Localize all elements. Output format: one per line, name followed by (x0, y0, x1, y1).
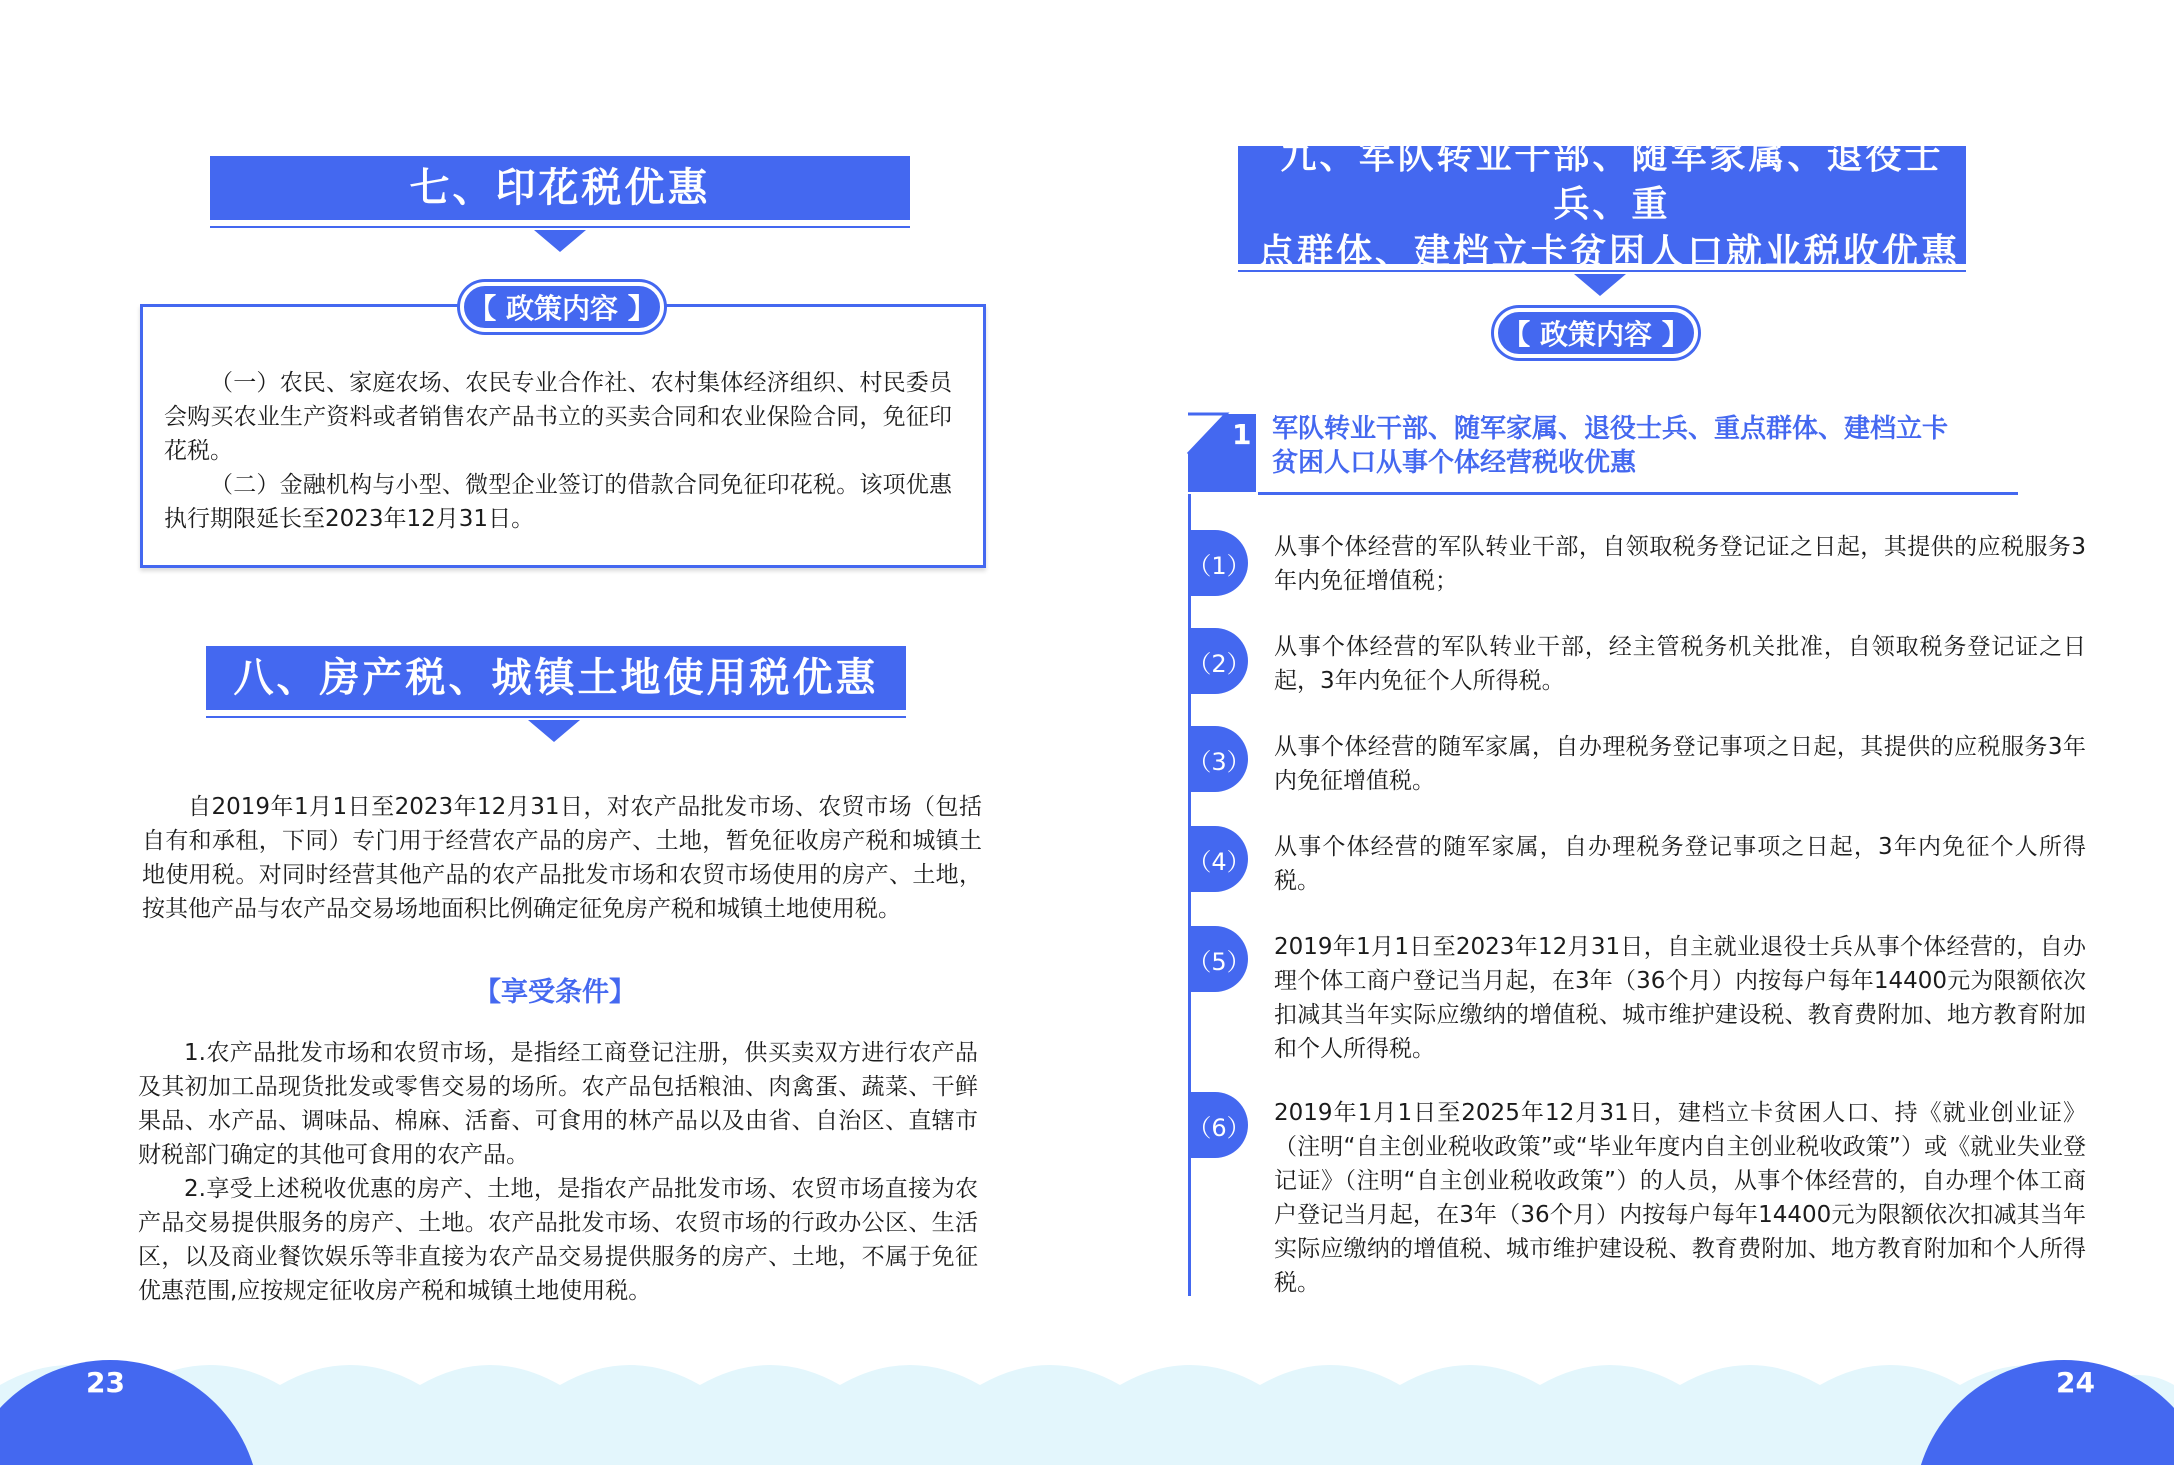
subsection1-title (1272, 412, 1948, 480)
section7-paragraph-1: （一）农民、家庭农场、农民专业合作社、农村集体经济组织、村民委员会购买农业生产资料或者销售农产品书立的买卖合同和农业保险合同，免征印花税。 (164, 370, 952, 464)
section8-condition-2: 2.享受上述税收优惠的房产、土地，是指农产品批发市场、农贸市场直接为农产品交易提供服务的房产、土地。农产品批发市场、农贸市场的行政办公区、生活区，以及商业餐饮娱乐等非直接为农产品交易提供服务的房产、土地，不属于免征优惠范围,应按规定征收房产税和城镇土地使用税。 (138, 1176, 978, 1304)
footer-wave (0, 1345, 2174, 1465)
subsection1-number: 1 (1232, 418, 1252, 451)
section8-condition-1: 1.农产品批发市场和农贸市场，是指经工商登记注册，供买卖双方进行农产品及其初加工品现货批发或零售交易的场所。农产品包括粮油、肉禽蛋、蔬菜、干鲜果品、水产品、调味品、棉麻、活畜、可食用的林产品以及由省、自治区、直辖市财税部门确定的其他可食用的农产品。 (138, 1040, 978, 1168)
item-badge-5: （5） (1190, 926, 1248, 992)
section7-paragraph-2: （二）金融机构与小型、微型企业签订的借款合同免征印花税。该项优惠执行期限延长至2023年12月31日。 (164, 472, 952, 532)
section8-conditions-heading: 【享受条件】 (474, 977, 636, 1008)
section7-banner-arrow (534, 230, 586, 252)
item-badge-4: （4） (1190, 826, 1248, 892)
section8-banner-arrow (528, 720, 580, 742)
section9-title-line1: 九、军队转业干部、随军家属、退役士兵、重 (1280, 136, 1944, 225)
section7-title: 七、印花税优惠 (409, 165, 711, 211)
section8-title: 八、房产税、城镇土地使用税优惠 (233, 655, 879, 701)
item-badge-1: （1） (1190, 530, 1248, 596)
item-text-3: 从事个体经营的随军家属，自办理税务登记事项之日起，其提供的应税服务3年内免征增值税。 (1274, 734, 2086, 794)
timeline-line (1188, 494, 1191, 1296)
item-badge-2: （2） (1190, 628, 1248, 694)
item-text-1: 从事个体经营的军队转业干部，自领取税务登记证之日起，其提供的应税服务3年内免征增值税； (1274, 534, 2086, 594)
section9-title-line2: 点群体、建档立卡贫困人口就业税收优惠 (1258, 232, 1961, 273)
item-badge-3: （3） (1190, 726, 1248, 792)
subsection1-title-line1: 军队转业干部、随军家属、退役士兵、重点群体、建档立卡 (1272, 414, 1949, 444)
item-text-2: 从事个体经营的军队转业干部，经主管税务机关批准，自领取税务登记证之日起，3年内免征个人所得税。 (1274, 634, 2086, 694)
section9-policy-pill-label: 【 政策内容 】 (1502, 318, 1690, 351)
right-page-number: 24 (2056, 1366, 2095, 1399)
left-page-corner-circle (0, 1340, 260, 1465)
section7-policy-pill (460, 282, 664, 332)
left-page-number: 23 (86, 1366, 125, 1399)
section7-policy-pill-label: 【 政策内容 】 (468, 292, 656, 325)
item-text-6: 2019年1月1日至2025年12月31日，建档立卡贫困人口、持《就业创业证》（注明“自主创业税收政策”或“毕业年度内自主创业税收政策”）或《就业失业登记证》（注明“自主创业税收政策”）的人员，从事个体经营的，自办理个体工商户登记当月起，在3年（36个月）内按每户每年14400元为限额依次扣减其当年实际应缴纳的增值税、城市维护建设税、教育费附加、地方教育附加和个人所得税。 (1274, 1100, 2086, 1296)
section9-banner-arrow (1574, 274, 1626, 296)
section7-title-banner (210, 156, 910, 220)
right-page-corner-circle (1914, 1340, 2174, 1465)
section8-paragraph: 自2019年1月1日至2023年12月31日，对农产品批发市场、农贸市场（包括自有和承租，下同）专门用于经营农产品的房产、土地，暂免征收房产税和城镇土地使用税。对同时经营其他产品的农产品批发市场和农贸市场使用的房产、土地，按其他产品与农产品交易场地面积比例确定征免房产税和城镇土地使用税。 (142, 794, 982, 922)
section8-title-banner (206, 646, 906, 710)
subsection1-title-line2: 贫困人口从事个体经营税收优惠 (1272, 448, 1637, 478)
item-text-5: 2019年1月1日至2023年12月31日，自主就业退役士兵从事个体经营的，自办理个体工商户登记当月起，在3年（36个月）内按每户每年14400元为限额依次扣减其当年实际应缴纳的增值税、城市维护建设税、教育费附加、地方教育附加和个人所得税。 (1274, 934, 2086, 1062)
section9-title-banner (1238, 136, 1966, 273)
item-text-4: 从事个体经营的随军家属，自办理税务登记事项之日起，3年内免征个人所得税。 (1274, 834, 2086, 894)
item-badge-6: （6） (1190, 1092, 1248, 1158)
subsection1-underline (1258, 492, 2018, 495)
section9-policy-pill (1494, 308, 1698, 358)
